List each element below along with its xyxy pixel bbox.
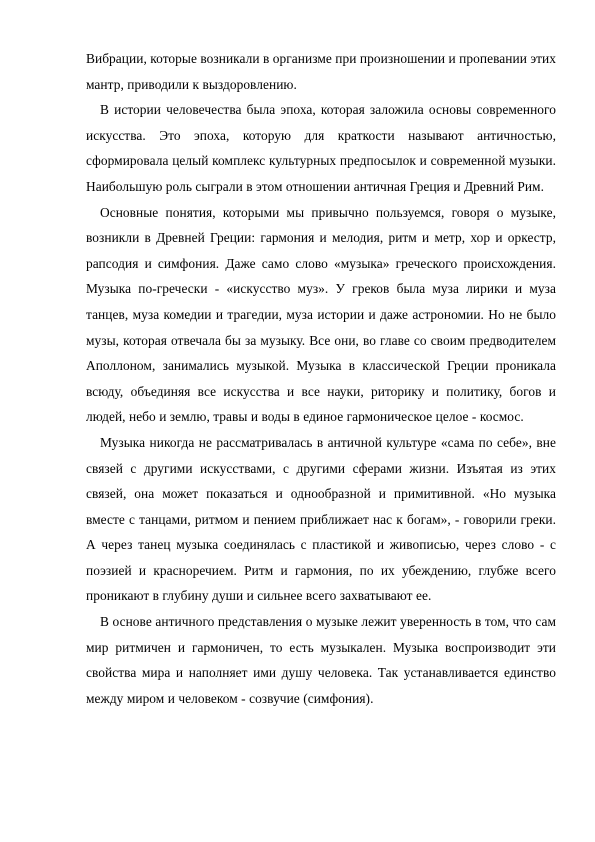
paragraph-mantras: Вибрации, которые возникали в организме при произношении и пропевании этих мантр, приводили к выздоровлению. (86, 51, 556, 92)
paragraph-greek-concepts: Основные понятия, которыми мы привычно пользуемся, говоря о музыке, возникли в Древней Греции: гармония и мелодия, ритм и метр, хор и оркестр, рапсодия и симфония. Даже само слово «музыка» греческого происхождения. Музыка по-гречески - «искусство муз». У греков была муза лирики и муза танцев, муза комедии и трагедии, муза истории и даже астрономии. Но не было музы, которая отвечала бы за музыку. Все они, во главе со своим предводителем Аполлоном, занимались музыкой. Музыка в классической Греции проникала всюду, объединяя все искусства и все науки, риторику и политику, богов и людей, небо и землю, травы и воды в единое гармоническое целое - космос. (86, 204, 556, 425)
paragraph-harmony-world: В основе античного представления о музыке лежит уверенность в том, что сам мир ритмичен и гармоничен, то есть музыкален. Музыка воспроизводит эти свойства мира и наполняет ими душу человека. Так устанавливается единство между миром и человеком - созвучие (симфония). (86, 614, 556, 706)
paragraph-antiquity: В истории человечества была эпоха, которая заложила основы современного искусства. Это эпоха, которую для краткости называют античностью, сформировала целый комплекс культурных предпосылок и современной музыки. Наибольшую роль сыграли в этом отношении античная Греция и Древний Рим. (86, 102, 556, 194)
body-text (86, 46, 556, 711)
paragraph-music-context: Музыка никогда не рассматривалась в античной культуре «сама по себе», вне связей с другими искусствами, с другими сферами жизни. Изъятая из этих связей, она может показаться и однообразной и примитивной. «Но музыка вместе с танцами, ритмом и пением приближает нас к богам», - говорили греки. А через танец музыка соединялась с пластикой и живописью, через слово - с поэзией и красноречием. Ритм и гармония, по их убеждению, глубже всего проникают в глубину души и сильнее всего захватывают ее. (86, 434, 556, 604)
